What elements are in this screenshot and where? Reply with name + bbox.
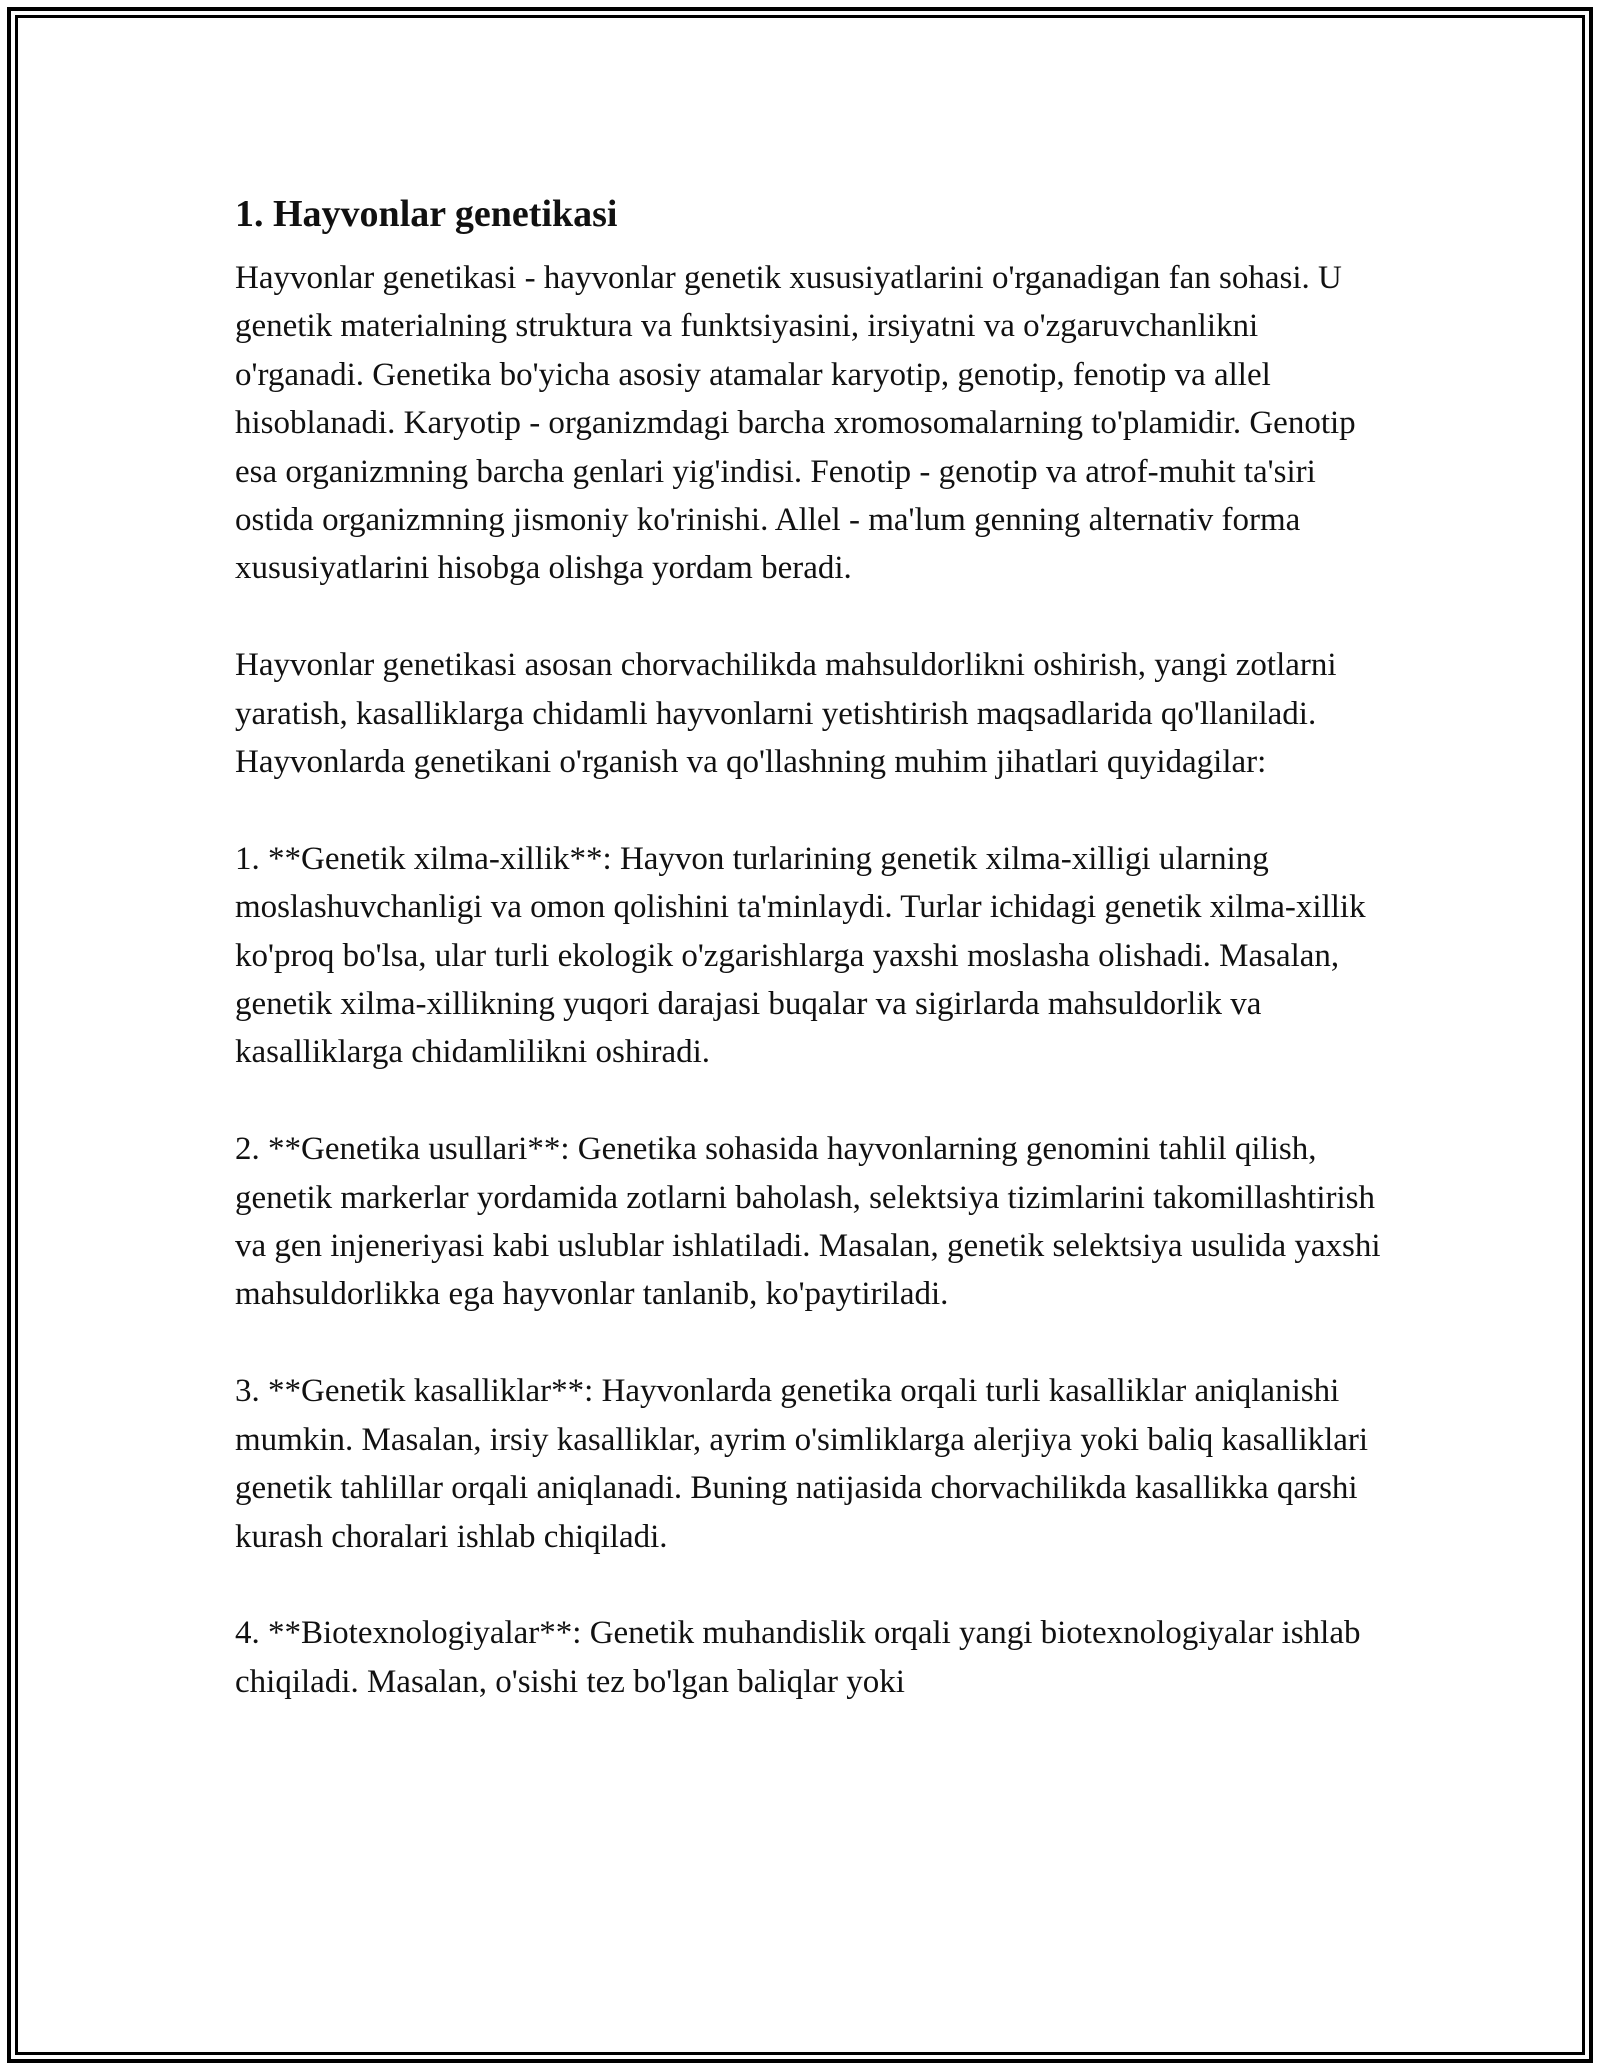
list-item-genetic-methods: 2. **Genetika usullari**: Genetika sohasida hayvonlarning genomini tahlil qilish, genetik markerlar yordamida zotlarni baholash, selektsiya tizimlarini takomillashtirish va gen injeneriyasi kabi uslublar ishlatiladi. Masalan, genetik selektsiya usulida yaxshi mahsuldorlikka ega hayvonlar tanlanib, ko'paytiriladi.: [235, 1131, 1381, 1313]
section-heading: 1. Hayvonlar genetikasi: [235, 193, 618, 235]
list-item-genetic-diseases: 3. **Genetik kasalliklar**: Hayvonlarda genetika orqali turli kasalliklar aniqlanishi mumkin. Masalan, irsiy kasalliklar, ayrim o'simliklarga alerjiya yoki baliq kasalliklari genetik tahlillar orqali aniqlanadi. Buning natijasida chorvachilikda kasallikka qarshi kurash choralari ishlab chiqiladi.: [235, 1373, 1369, 1555]
document-body: [235, 186, 1385, 1755]
paragraph-applications: Hayvonlar genetikasi asosan chorvachilikda mahsuldorlikni oshirish, yangi zotlarni yaratish, kasalliklarga chidamli hayvonlarni yetishtirish maqsadlarida qo'llaniladi. Hayvonlarda genetikani o'rganish va qo'llashning muhim jihatlari quyidagilar:: [235, 647, 1337, 781]
list-item-genetic-diversity: 1. **Genetik xilma-xillik**: Hayvon turlarining genetik xilma-xilligi ularning moslashuvchanligi va omon qolishini ta'minlaydi. Turlar ichidagi genetik xilma-xillik ko'proq bo'lsa, ular turli ekologik o'zgarishlarga yaxshi moslasha olishadi. Masalan, genetik xilma-xillikning yuqori darajasi buqalar va sigirlarda mahsuldorlik va kasalliklarga chidamlilikni oshiradi.: [235, 840, 1366, 1071]
list-item-biotechnologies: 4. **Biotexnologiyalar**: Genetik muhandislik orqali yangi biotexnologiyalar ishlab chiqiladi. Masalan, o'sishi tez bo'lgan baliqlar yoki: [235, 1615, 1361, 1700]
paragraph-intro: Hayvonlar genetikasi - hayvonlar genetik xususiyatlarini o'rganadigan fan sohasi. U genetik materialning struktura va funktsiyasini, irsiyatni va o'zgaruvchanlikni o'rganadi. Genetika bo'yicha asosiy atamalar karyotip, genotip, fenotip va allel hisoblanadi. Karyotip - organizmdagi barcha xromosomalarning to'plamidir. Genotip esa organizmning barcha genlari yig'indisi. Fenotip - genotip va atrof-muhit ta'siri ostida organizmning jismoniy ko'rinishi. Allel - ma'lum genning alternativ forma xususiyatlarini hisobga olishga yordam beradi.: [235, 260, 1356, 587]
